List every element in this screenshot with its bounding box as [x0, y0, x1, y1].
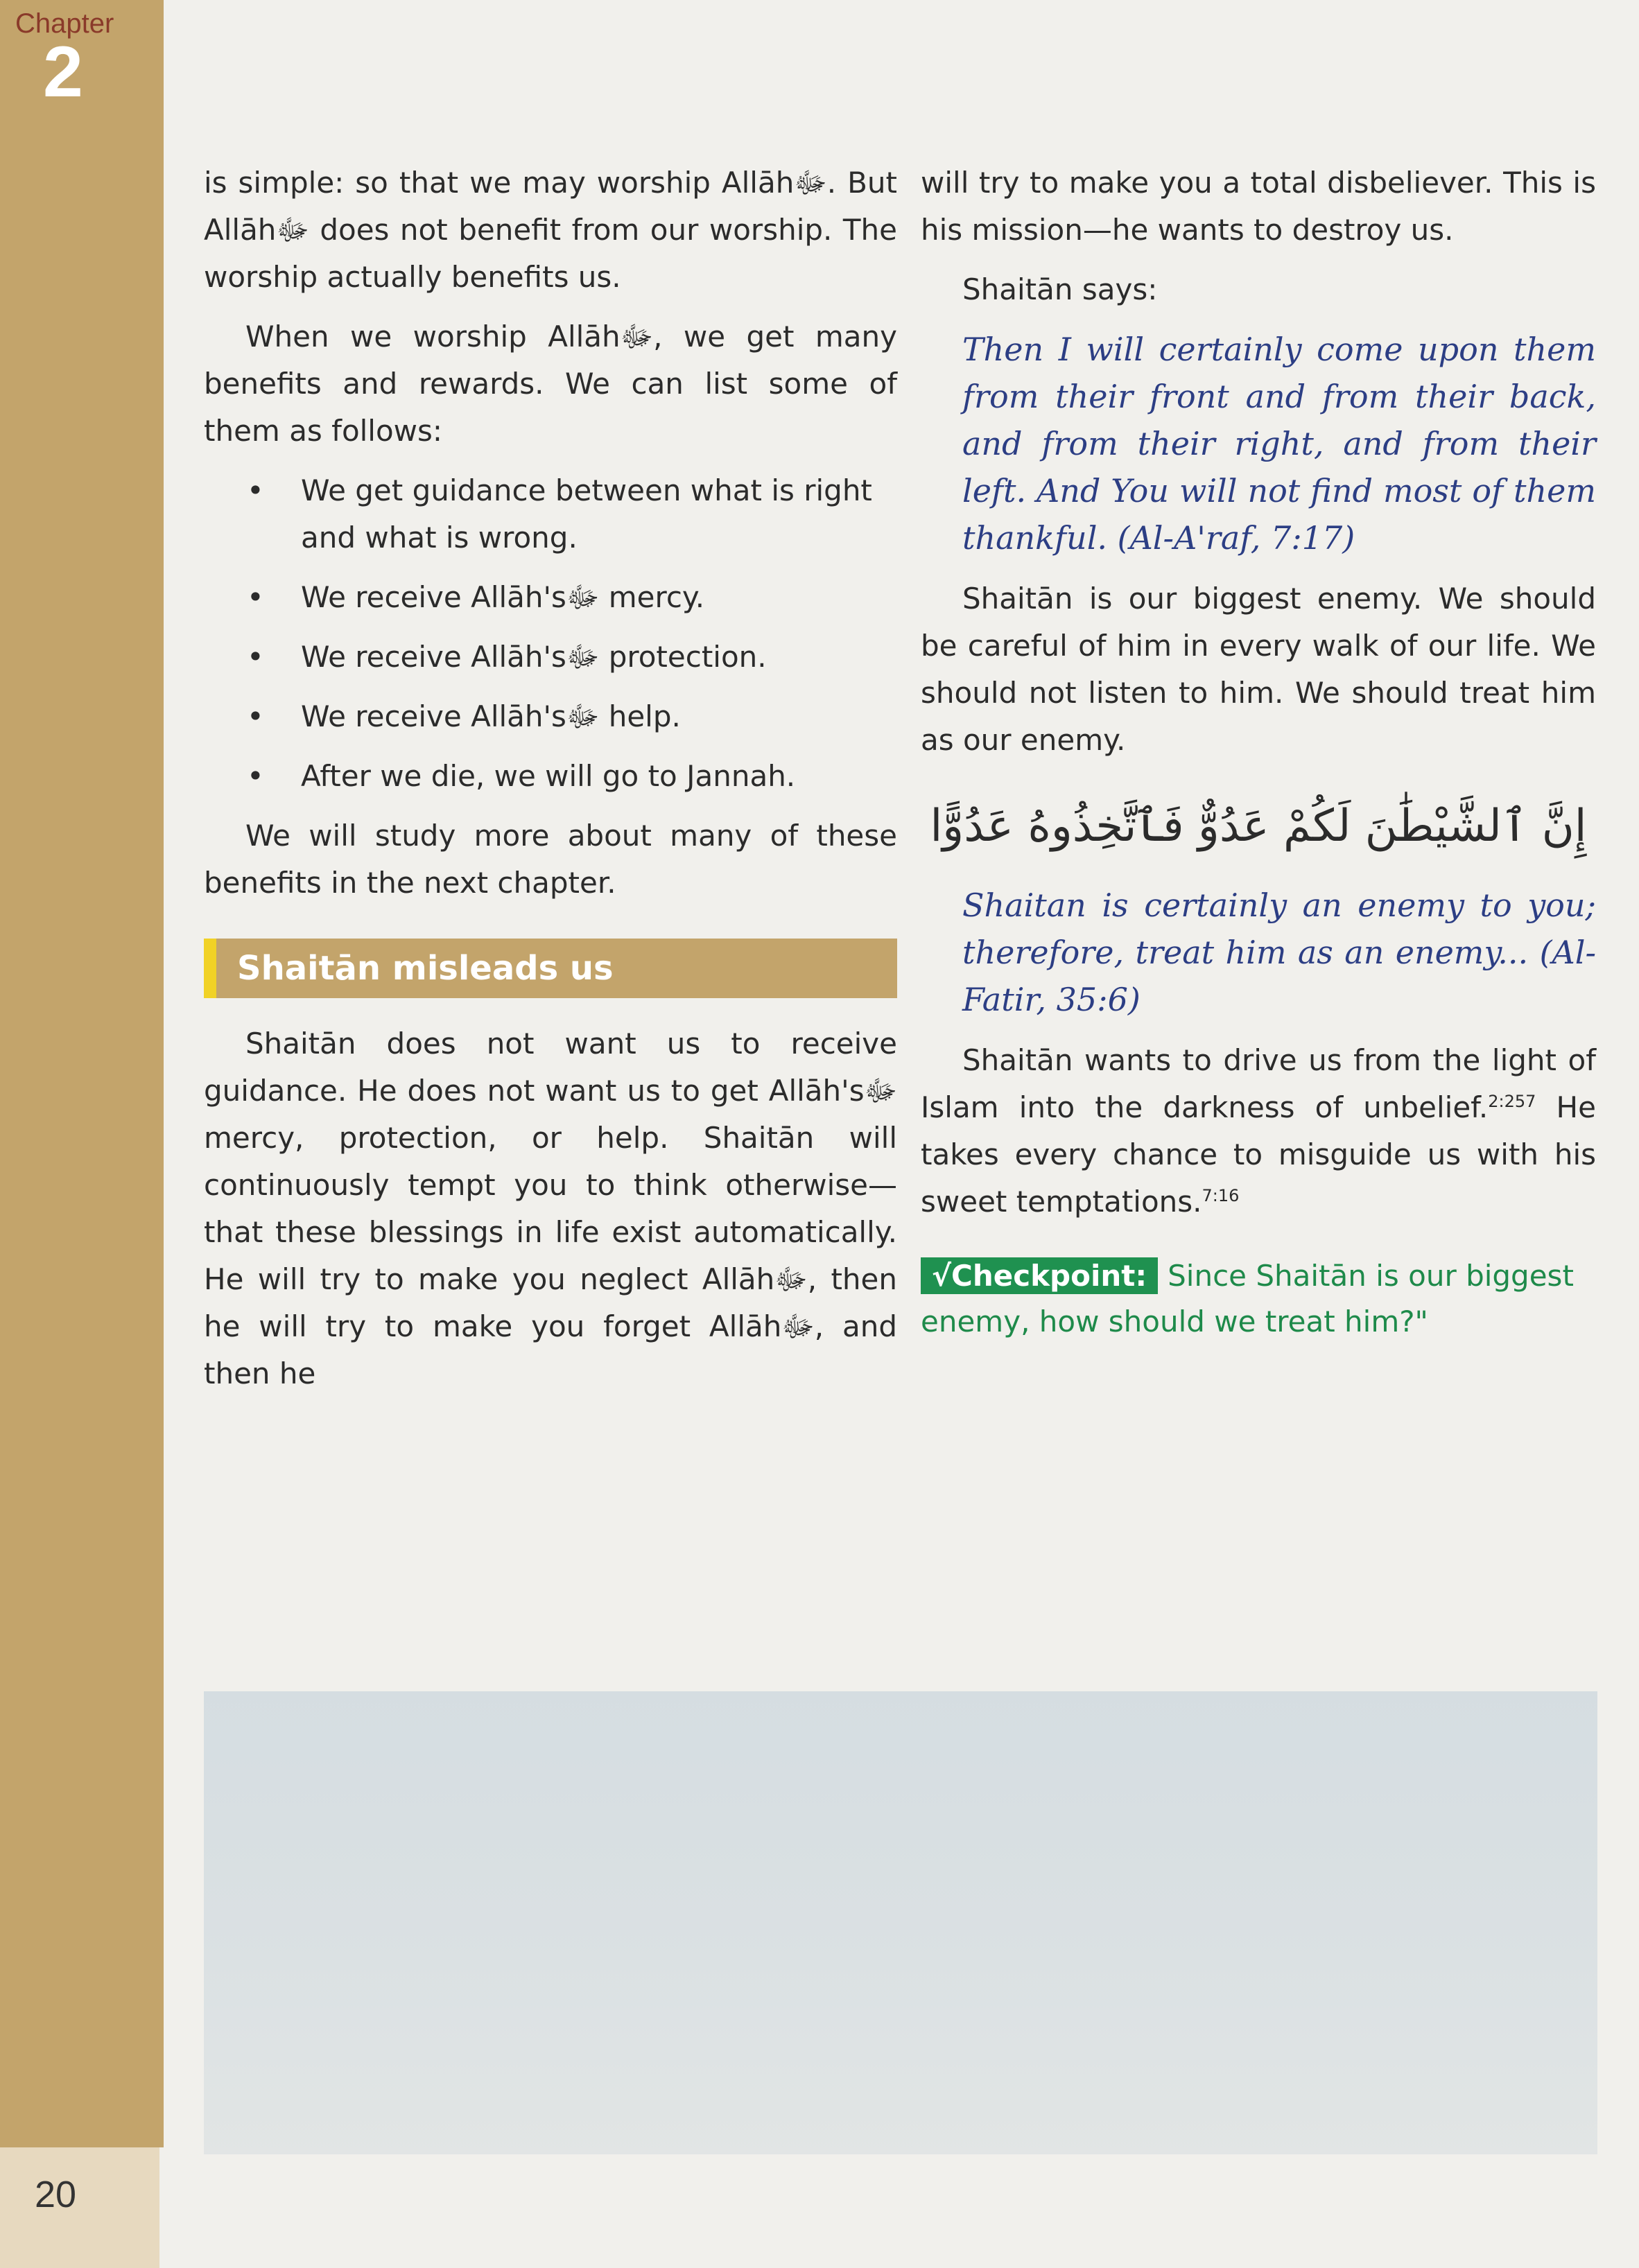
page-number: 20	[35, 2174, 77, 2215]
page-number-box	[0, 2147, 159, 2268]
arabic-verse: إِنَّ ٱلشَّيْطَٰنَ لَكُمْ عَدُوٌّ فَٱتَّخِذُوهُ عَدُوًّا	[930, 801, 1587, 852]
checkpoint	[921, 1253, 1596, 1345]
bullet-icon: •	[247, 473, 264, 507]
chapter-label: Chapter	[15, 8, 114, 39]
footnote-ref: 7:16	[1202, 1186, 1240, 1205]
paragraph: Shaitān does not want us to receive guidance. He does not want us to get Allāh'sﷻ mercy, protection, or help. Shaitān will continuously tempt you to think otherwise—that these blessings in life exist automatically. He will try to make you neglect Allāhﷻ, then he will try to make you forget Allāhﷻ, and then he	[204, 1027, 898, 1390]
quran-quote: Then I will certainly come upon them from their front and from their back, and from their right, and from their left. And You will not find most of them thankful. (Al-A'raf, 7:17)	[962, 331, 1596, 557]
paragraph: Shaitān says:	[962, 272, 1158, 306]
paragraph: is simple: so that we may worship Allāhﷻ. But Allāhﷻ does not benefit from our worship. The worship actually benefits us.	[204, 166, 897, 294]
chapter-sidebar	[0, 0, 164, 2147]
checkpoint-label: √Checkpoint:	[921, 1257, 1158, 1294]
quran-quote: Shaitan is certainly an enemy to you; therefore, treat him as an enemy... (Al-Fatir, 35:6)	[962, 887, 1596, 1018]
paragraph: Shaitān is our biggest enemy. We should be careful of him in every walk of our life. We should not listen to him. We should treat him as our enemy.	[921, 582, 1596, 757]
checkpoint-text: Since Shaitān is our biggest enemy, how should we treat him?"	[921, 1259, 1574, 1338]
paragraph: will try to make you a total disbeliever. This is his mission—he wants to destroy us.	[921, 166, 1596, 247]
paragraph: Shaitān wants to drive us from the light of Islam into the darkness of unbelief.$^{2:257}$ He takes every chance to misguide us with his sweet temptations.$^{7:16}$	[921, 1043, 1596, 1219]
left-column	[204, 159, 897, 1410]
bullet-icon: •	[247, 699, 264, 733]
paragraph: When we worship Allāhﷻ, we get many benefits and rewards. We can list some of them as follows:	[204, 320, 897, 448]
section-heading: Shaitān misleads us	[204, 939, 897, 998]
benefits-list	[204, 467, 897, 800]
bullet-icon: •	[247, 759, 264, 793]
list-item: • After we die, we will go to Jannah.	[204, 753, 897, 800]
bullet-icon: •	[247, 640, 264, 674]
faded-photo	[204, 1691, 1597, 2154]
list-item: • We receive Allāh'sﷻ protection.	[204, 634, 897, 681]
footnote-ref: 2:257	[1488, 1092, 1536, 1111]
chapter-number: 2	[43, 32, 83, 112]
right-column	[921, 159, 1596, 1345]
list-item: • We receive Allāh'sﷻ help.	[204, 693, 897, 740]
bullet-icon: •	[247, 580, 264, 614]
list-item: • We receive Allāh'sﷻ mercy.	[204, 574, 897, 621]
list-item: • We get guidance between what is right and what is wrong.	[204, 467, 897, 561]
paragraph: We will study more about many of these benefits in the next chapter.	[204, 819, 897, 900]
